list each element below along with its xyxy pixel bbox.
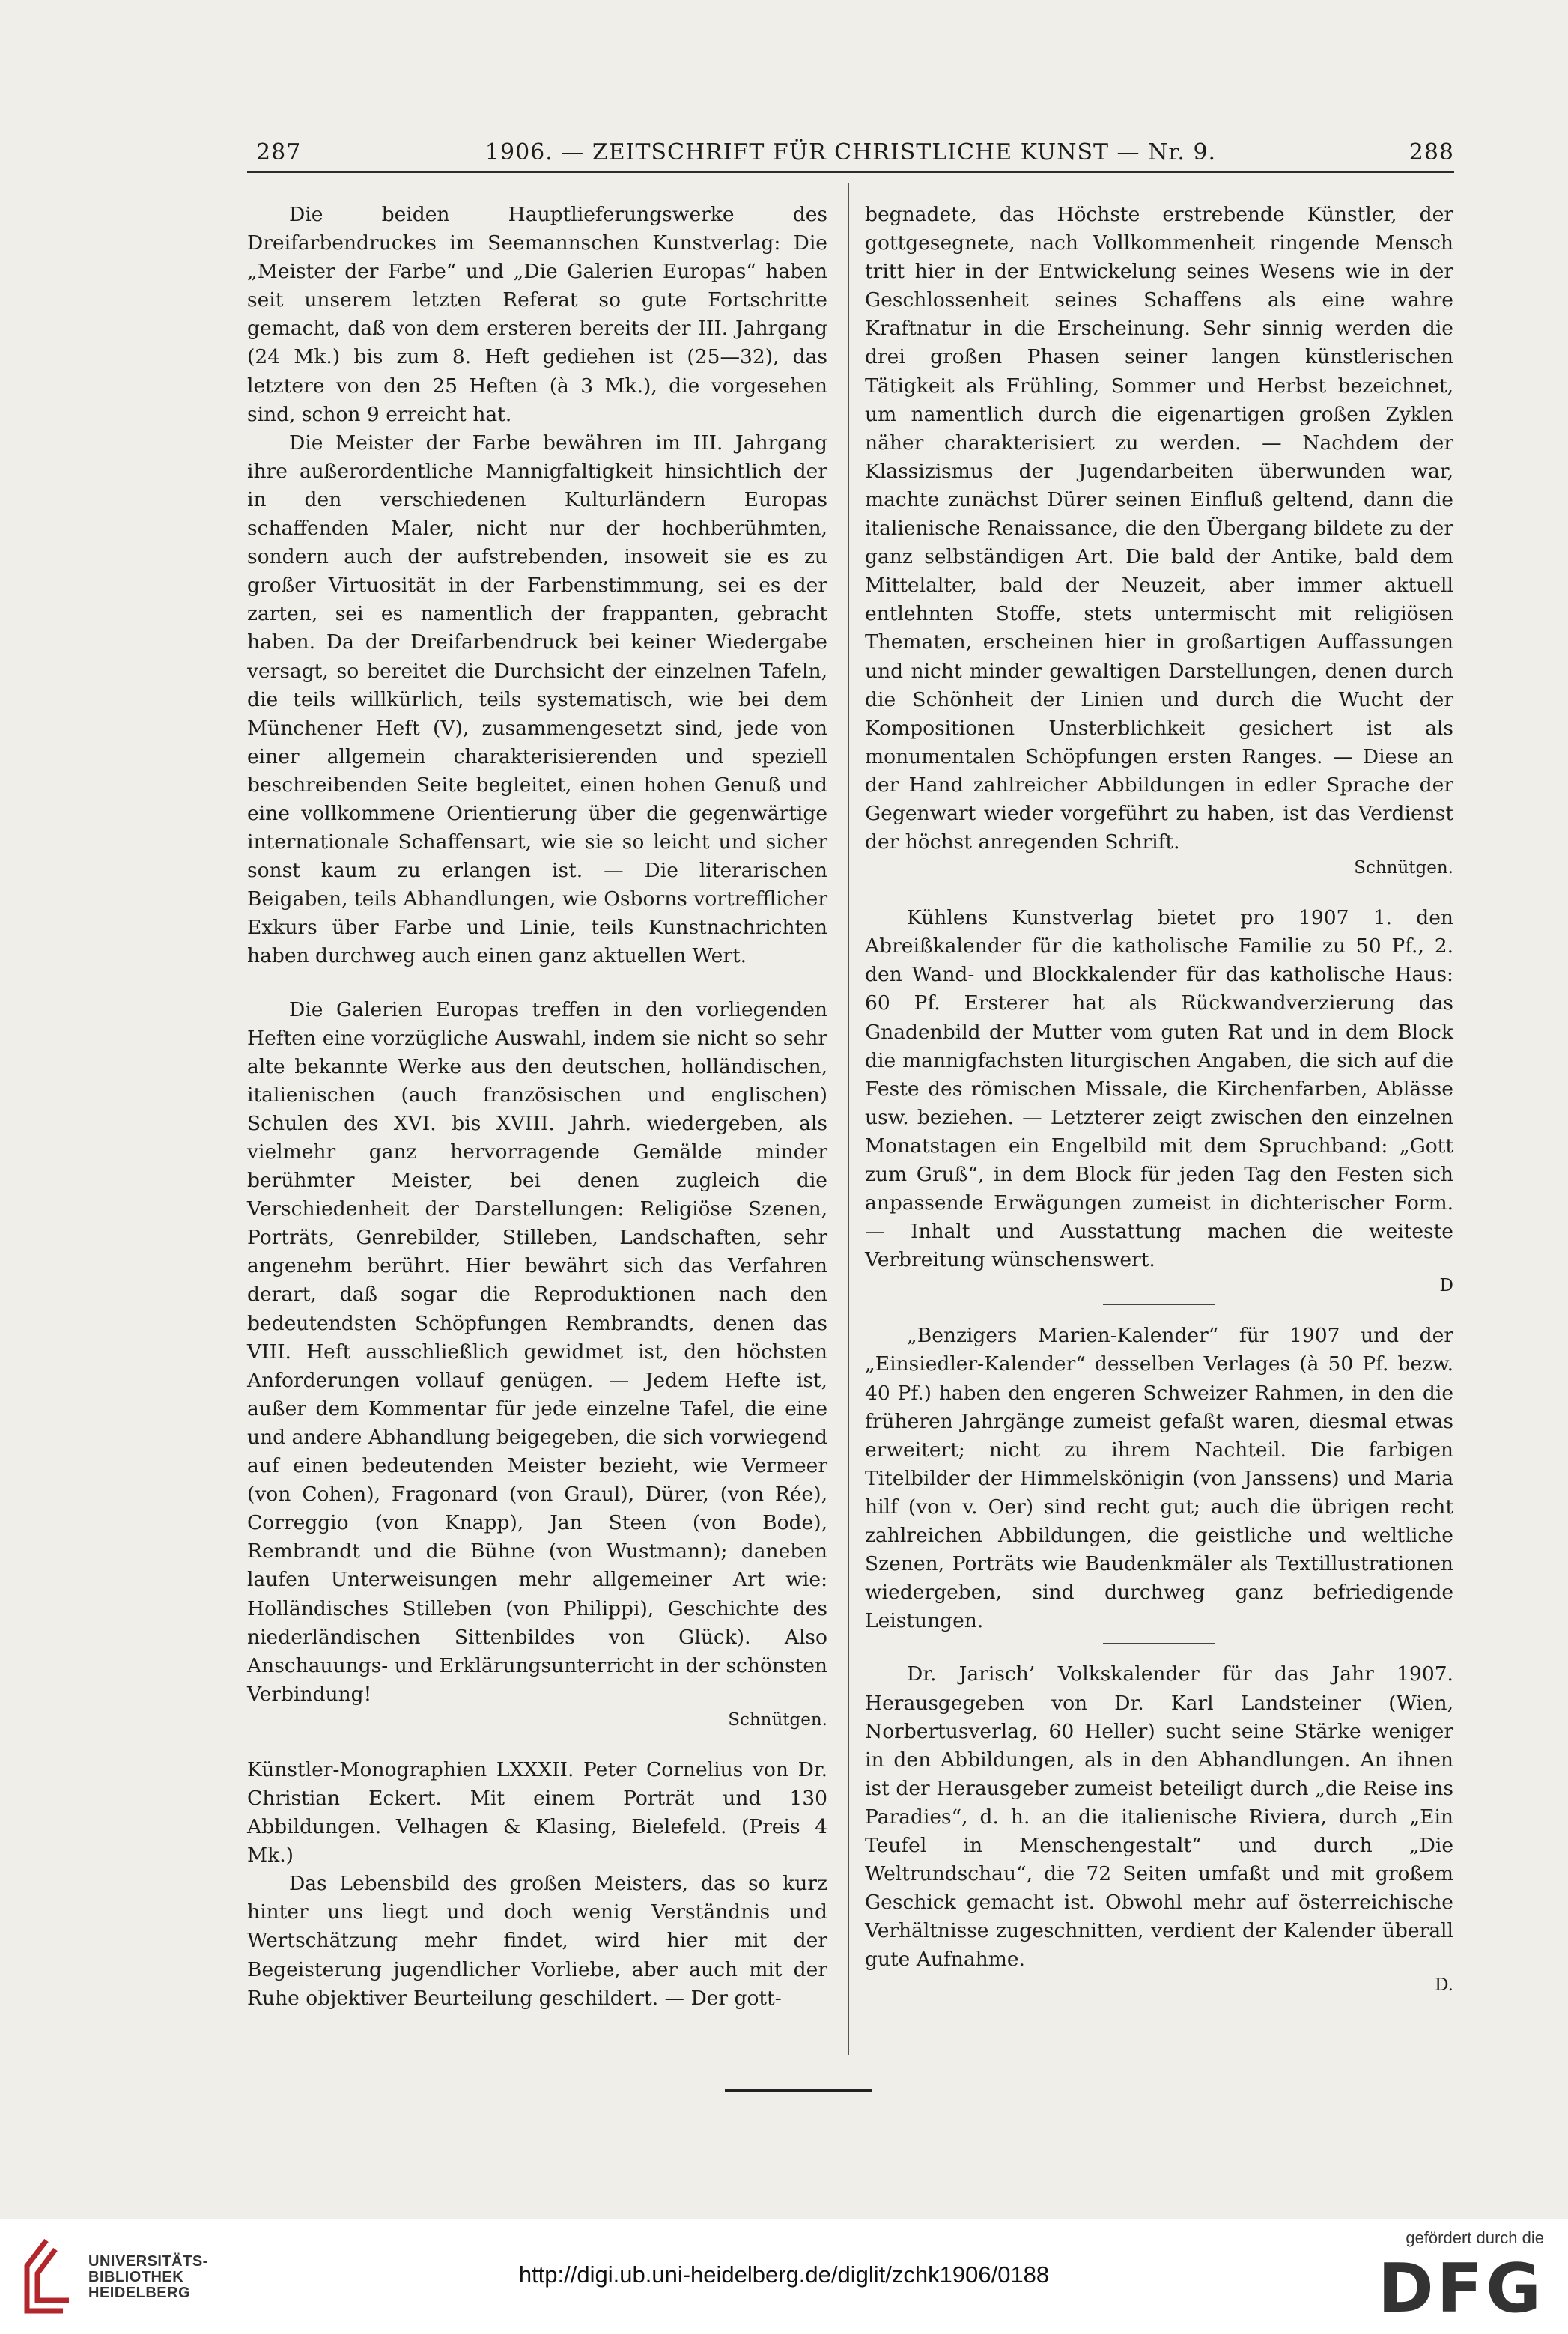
left-column <box>247 201 827 2013</box>
review-jarisch-volkskalender: Dr. Jarisch’ Volkskalender für das Jahr 1907. Herausgegeben von Dr. Karl Landsteiner (Wien, Norbertusverlag, 60 Heller) sucht seine Stärke weniger in den Abbildungen, als in den Abhandlungen. An ihnen ist der Herausgeber zumeist beteiligt durch „die Reise ins Paradies“, d. h. an die italienische Riviera, durch „Ein Teufel in Menschengestalt“ und durch „Die Weltrundschau“, die 72 Seiten umfaßt und mit großem Geschick gemacht ist. Obwohl mehr auf österreichische Verhältnisse zugeschnitten, verdient der Kalender überall gute Aufnahme. <box>865 1662 1453 1972</box>
signature: Schnütgen. <box>728 1710 827 1730</box>
column-divider <box>848 183 849 2055</box>
review-dreifarbendruck: Die beiden Hauptlieferungswerke des Dreifarbendruckes im Seemannschen Kunstverlag: Die „Meister der Farbe“ und „Die Galerien Europas“ haben seit unserem letzten Referat so gute Fortschritte gemacht, daß von dem ersteren bereits der III. Jahrgang (24 Mk.) bis zum 8. Heft gediehen ist (25—32), das letztere von den 25 Heften (à 3 Mk.), die vorgesehen sind, schon 9 erreicht hat. <box>247 203 827 426</box>
dfg-logo: DFG <box>1377 2249 1544 2328</box>
signature: D. <box>1435 1975 1453 1996</box>
right-column <box>865 201 1453 1996</box>
book-title-cornelius: Künstler-Monographien LXXXII. Peter Cornelius von Dr. Christian Eckert. Mit einem Porträt und 130 Abbildungen. Velhagen & Klasing, Bielefeld. (Preis 4 Mk.) <box>247 1757 827 1867</box>
page-number-left: 287 <box>256 139 302 165</box>
journal-title: 1906. — ZEITSCHRIFT FÜR CHRISTLICHE KUNST — Nr. 9. <box>484 139 1217 165</box>
library-name-line: BIBLIOTHEK <box>88 2269 184 2285</box>
review-cornelius: Das Lebensbild des großen Meisters, das so kurz hinter uns liegt und doch wenig Verständnis und Wertschätzung mehr findet, wird hier mit der Begeisterung jugendlicher Vorliebe, aber auch mit der Ruhe objektiver Beurteilung geschildert. — Der gott- <box>247 1872 827 2010</box>
review-meister-der-farbe: Die Meister der Farbe bewähren im III. Jahrgang ihre außerordentliche Mannigfaltigkeit hinsichtlich der in den verschiedenen Kulturländern Europas schaffenden Maler, nicht nur der hochberühmten, sondern auch der aufstrebenden, insoweit sie es zu großer Virtuosität in der Farbenstimmung, sei es der zarten, sei es namentlich der frappanten, gebracht haben. Da der Dreifarbendruck bei keiner Wiedergabe versagt, so bereitet die Durchsicht der einzelnen Tafeln, die teils willkürlich, teils systematisch, wie bei dem Münchener Heft (V), zusammengesetzt sind, jede von einer allgemein charakterisierenden und speziell beschreibenden Seite begleitet, einen hohen Genuß und eine vollkommene Orientierung über die gegenwärtige internationale Schaffensart, wie sie so leicht und sicher sonst kaum zu erlangen ist. — Die literarischen Beigaben, teils Abhandlungen, wie Osborns vortrefflicher Exkurs über Farbe und Linie, teils Kunstnachrichten haben durchweg auch einen ganz aktuellen Wert. <box>247 431 827 968</box>
signature: D <box>1439 1276 1453 1296</box>
header-rule <box>247 171 1454 173</box>
page-number-right: 288 <box>1409 139 1454 165</box>
library-name-line: HEIDELBERG <box>88 2285 191 2301</box>
signature: Schnütgen. <box>1354 858 1453 878</box>
permalink-url[interactable]: http://digi.ub.uni-heidelberg.de/diglit/zchk1906/0188 <box>518 2261 1050 2288</box>
review-kuehlens-kalender: Kühlens Kunstverlag bietet pro 1907 1. den Abreißkalender für die katholische Familie zu 50 Pf., 2. den Wand- und Blockkalender für das katholische Haus: 60 Pf. Ersterer hat als Rückwandverzierung das Gnadenbild der Mutter vom guten Rat und in dem Block die mannigfachsten liturgischen Angaben, die sich auf die Feste des römischen Missale, die Kirchenfarben, Ablässe usw. beziehen. — Letzterer zeigt zwischen den einzelnen Monatstagen ein Engelbild mit dem Spruchband: „Gott zum Gruß“, in dem Block für jeden Tag den Festen sich anpassende Erwägungen zumeist in dichterischer Form. — Inhalt und Ausstattung machen die weiteste Verbreitung wünschenswert. <box>865 906 1453 1272</box>
running-header <box>247 139 1454 174</box>
library-name-line: UNIVERSITÄTS- <box>88 2253 208 2270</box>
review-cornelius-continued: begnadete, das Höchste erstrebende Künstler, der gottgesegnete, nach Vollkommenheit ringende Mensch tritt hier in der Entwickelung seines Wesens wie in der Geschlossenheit seines Schaffens als eine wahre Kraftnatur in die Erscheinung. Sehr sinnig werden die drei großen Phasen seiner langen künstlerischen Tätigkeit als Frühling, Sommer und Herbst bezeichnet, um namentlich durch die eigenartigen großen Zyklen näher charakterisiert zu werden. — Nachdem der Klassizismus der Jugendarbeiten überwunden war, machte zunächst Dürer seinen Einfluß geltend, dann die italienische Renaissance, die den Übergang bildete zu der ganz selbständigen Art. Die bald der Antike, bald dem Mittelalter, bald der Neuzeit, aber immer aktuell entlehnten Stoffe, stets untermischt mit religiösen Thematen, erscheinen hier in großartigen Auffassungen und nicht minder gewaltigen Darstellungen, denen durch die Schönheit der Linien und durch die Wucht der Kompositionen Unsterblichkeit gesichert ist als monumentalen Schöpfungen ersten Ranges. — Diese an der Hand zahlreicher Abbildungen in edler Sprache der Gegenwart wieder vorgeführt zu haben, ist das Verdienst der höchst anregenden Schrift. <box>865 203 1453 854</box>
funding-note: gefördert durch die <box>1406 2228 1544 2247</box>
section-rule <box>1103 1304 1215 1305</box>
end-rule <box>725 2089 872 2092</box>
review-benzigers-kalender: „Benzigers Marien-Kalender“ für 1907 und der „Einsiedler-Kalender“ desselben Verlages (à 50 Pf. bezw. 40 Pf.) haben den engeren Schweizer Rahmen, in den die früheren Jahrgänge zumeist gefaßt waren, diesmal etwas erweitert; nicht zu ihrem Nachteil. Die farbigen Titelbilder der Himmelskönigin (von Janssens) und Maria hilf (von v. Oer) sind recht gut; auch die übrigen recht zahlreichen Abbildungen, die geistliche und weltliche Szenen, Porträts wie Baudenkmäler als Textillustrationen wiedergeben, sind durchweg ganz befriedigende Leistungen. <box>865 1324 1453 1633</box>
review-galerien-europas: Die Galerien Europas treffen in den vorliegenden Heften eine vorzügliche Auswahl, indem sie nicht so sehr alte bekannte Werke aus den deutschen, holländischen, italienischen (auch französischen und englischen) Schulen des XVI. bis XVIII. Jahrh. wiedergeben, als vielmehr ganz hervorragende Gemälde minder berühmter Meister, bei denen zugleich die Verschiedenheit der Darstellungen: Religiöse Szenen, Porträts, Genrebilder, Stilleben, Landschaften, sehr angenehm berührt. Hier bewährt sich das Verfahren derart, daß sogar die Reproduktionen nach den bedeutendsten Schöpfungen Rembrandts, denen das VIII. Heft ausschließlich gewidmet ist, den höchsten Anforderungen vollauf genügen. — Jedem Hefte ist, außer dem Kommentar für jede einzelne Tafel, die eine und andere Abhandlung beigegeben, die sich vorwiegend auf einen bedeutenden Meister bezieht, wie Vermeer (von Cohen), Fragonard (von Graul), Dürer, (von Rée), Correggio (von Knapp), Jan Steen (von Bode), Rembrandt und die Bühne (von Wustmann); daneben laufen Unterweisungen mehr allgemeiner Art wie: Holländisches Stilleben (von Philippi), Geschichte des niederländischen Sittenbildes von Glück). Also Anschauungs- und Erklärungsunterricht in der schönsten Verbindung! <box>247 997 827 1706</box>
section-rule <box>1103 1643 1215 1644</box>
digitization-footer <box>0 2219 1568 2334</box>
